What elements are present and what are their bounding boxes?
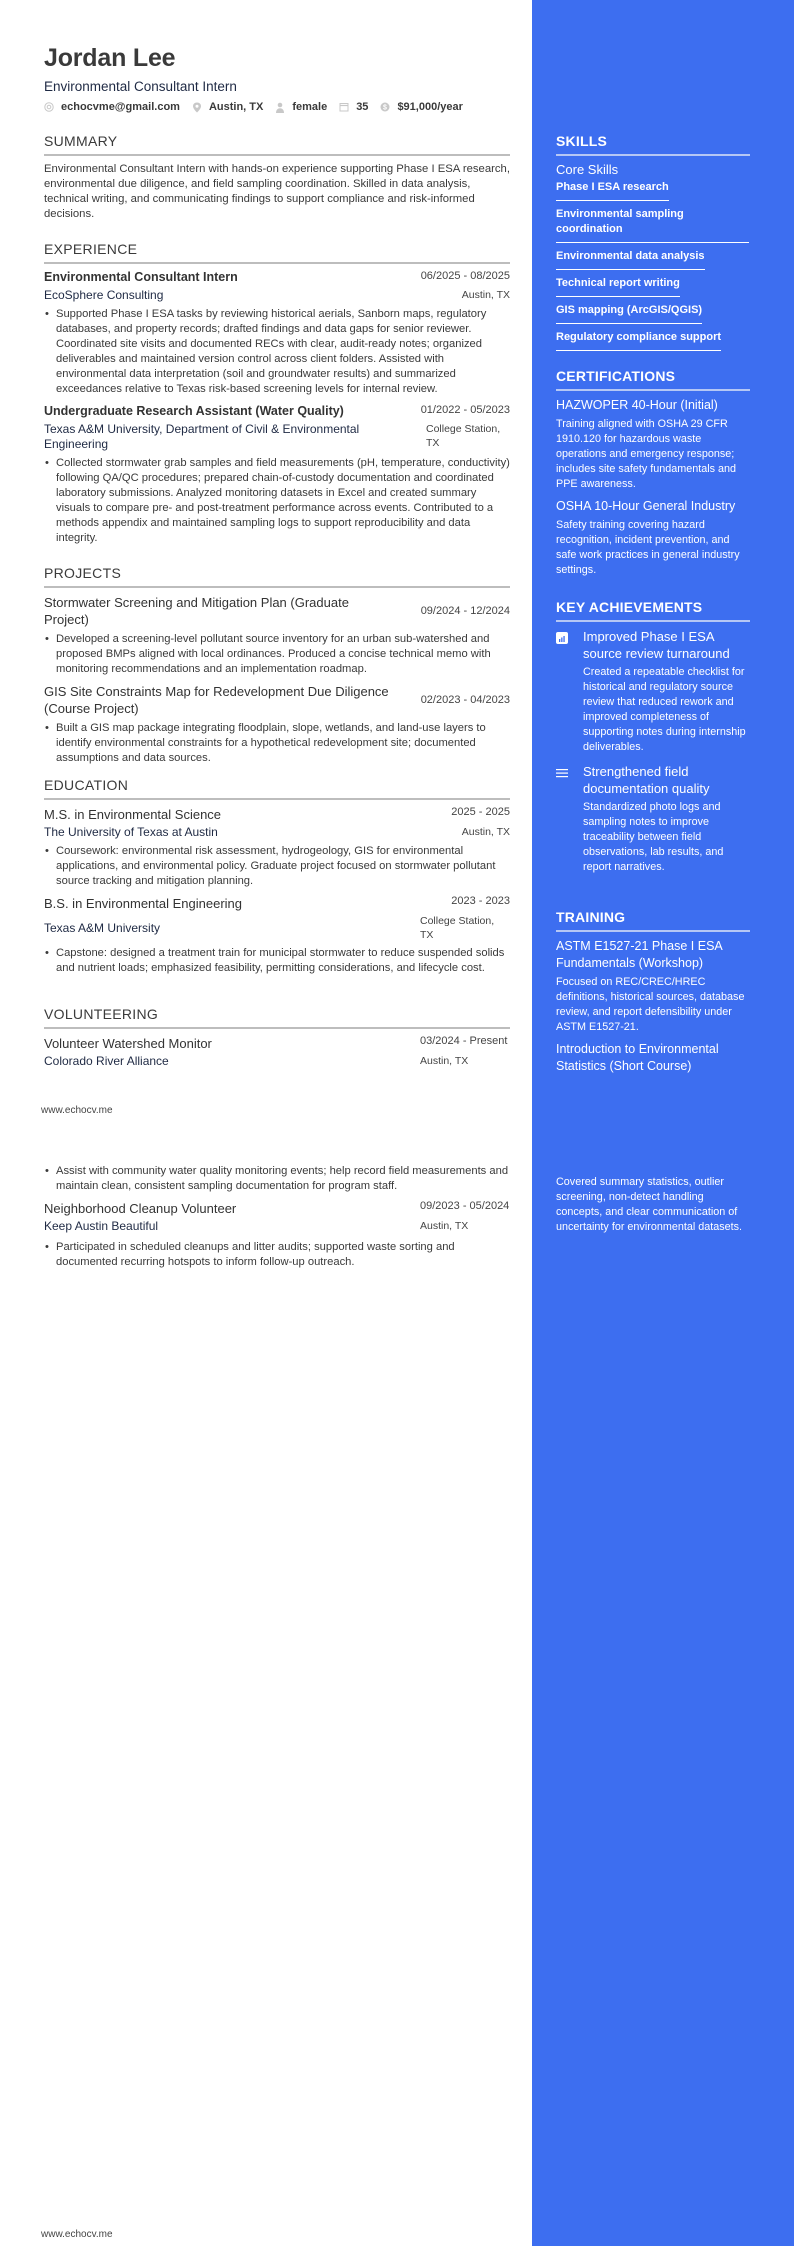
contact-salary: $ $91,000/year [380, 101, 462, 113]
bullet-item: • Collected stormwater grab samples and field measurements (pH, temperature, conductivity) following QA/QC procedures; prepared chain-of-custody documentation and coordinated laboratory submissions. Analyzed monitoring datasets in Excel and created summary visuals to compare pre- and post-treatment performance across events. Contributed to a methods appendix and maintained sampling logs to support reproducibility and data integrity. [44, 456, 510, 546]
section-title: EXPERIENCE [44, 241, 138, 257]
resume-header [44, 44, 510, 113]
volunteer-org: Colorado River Alliance [44, 1054, 169, 1068]
school-location: College Station, TX [420, 915, 495, 941]
at-icon [44, 102, 54, 112]
summary-section [44, 133, 510, 222]
training-title: ASTM E1527-21 Phase I ESA Fundamentals (Workshop) [556, 939, 723, 970]
section-divider [556, 620, 750, 622]
person-icon [275, 102, 285, 112]
project-entry [44, 683, 510, 766]
volunteering-continued [44, 1164, 510, 1270]
location-pin-icon [192, 102, 202, 112]
section-divider [44, 1027, 510, 1029]
experience-entry [44, 404, 510, 546]
candidate-name: Jordan Lee [44, 44, 176, 72]
experience-entry [44, 270, 510, 397]
volunteer-location: Austin, TX [420, 1220, 469, 1232]
footer-website[interactable]: www.echocv.me [41, 2229, 113, 2240]
section-divider [44, 586, 510, 588]
bullet-item: • Participated in scheduled cleanups and litter audits; supported waste sorting and documented recurring hotspots to inform follow-up outreach. [44, 1240, 510, 1270]
degree: M.S. in Environmental Science [44, 807, 222, 822]
job-bullets [44, 307, 510, 397]
employer: Texas A&M University, Department of Civil & Environmental Engineering [44, 422, 360, 451]
education-section [44, 777, 510, 976]
volunteer-dates: 03/2024 - Present [420, 1035, 508, 1047]
summary-text: Environmental Consultant Intern with hands-on experience supporting Phase I ESA research, environmental due diligence, and field sampling coordination. Skilled in data analysis, technical writing, and communicating findings to support compliance and risk-informed decisions. [44, 163, 510, 220]
skills-subtitle: Core Skills [556, 162, 619, 177]
footer-website[interactable]: www.echocv.me [41, 1105, 113, 1116]
skill-item: Regulatory compliance support [556, 330, 721, 351]
achievement-item [556, 763, 750, 875]
section-divider [44, 154, 510, 156]
certification-title: HAZWOPER 40-Hour (Initial) [556, 398, 718, 412]
section-title: TRAINING [556, 909, 626, 925]
bullet-item: • Built a GIS map package integrating floodplain, slope, wetlands, and land-use layers to identify environmental constraints for a hypothetical redevelopment site; documented assumptions and data sources. [44, 721, 510, 766]
section-title: VOLUNTEERING [44, 1006, 159, 1022]
section-title: SUMMARY [44, 133, 118, 149]
section-divider [556, 389, 750, 391]
school-location: Austin, TX [461, 826, 510, 838]
volunteer-title: Volunteer Watershed Monitor [44, 1036, 212, 1051]
bar-chart-icon [556, 628, 583, 755]
section-title: CERTIFICATIONS [556, 368, 676, 384]
bullet-item: • Developed a screening-level pollutant source inventory for an urban sub-watershed and proposed BMPs aligned with local ordinances. Produced a concise technical memo with monitoring recommendations and an implementation roadmap. [44, 632, 510, 677]
certification-title: OSHA 10-Hour General Industry [556, 499, 736, 513]
volunteer-title: Neighborhood Cleanup Volunteer [44, 1201, 237, 1216]
project-bullets [44, 721, 510, 766]
achievement-desc: Created a repeatable checklist for historical and regulatory source review that reduced rework and improved completeness of supporting notes during internship deliverables. [583, 666, 746, 753]
project-entry [44, 594, 510, 677]
training-title: Introduction to Environmental Statistics (Short Course) [556, 1042, 719, 1073]
project-title: Stormwater Screening and Mitigation Plan (Graduate Project) [44, 595, 349, 627]
achievements-section [556, 599, 750, 883]
job-location: Austin, TX [461, 289, 510, 301]
skill-item: Environmental sampling coordination [556, 207, 749, 243]
job-dates: 01/2022 - 05/2023 [420, 404, 510, 416]
bullet-item: • Assist with community water quality monitoring events; help record field measurements and maintain clean, consistent sampling documentation for program staff. [44, 1164, 510, 1194]
calendar-icon [339, 102, 349, 112]
bullet-item: • Capstone: designed a treatment train for municipal stormwater to reduce suspended solids and nutrient loads; emphasized feasibility, permitting considerations, and lifecycle cost. [44, 946, 510, 976]
education-entry [44, 895, 510, 976]
education-dates: 2023 - 2023 [451, 895, 510, 907]
contact-bar [44, 101, 510, 113]
skill-item: GIS mapping (ArcGIS/QGIS) [556, 303, 702, 324]
skill-item: Environmental data analysis [556, 249, 705, 270]
volunteer-bullets [44, 1164, 510, 1194]
training-section [556, 909, 750, 1075]
achievement-desc: Standardized photo logs and sampling notes to improve traceability between field observations, lab results, and report narratives. [583, 801, 724, 873]
volunteering-section [44, 1006, 510, 1069]
certification-item [556, 397, 750, 492]
job-title: Environmental Consultant Intern [44, 270, 238, 284]
achievement-title: Improved Phase I ESA source review turnaround [583, 629, 730, 661]
section-divider [556, 154, 750, 156]
job-bullets [44, 456, 510, 546]
training-item [556, 938, 750, 1035]
section-title: KEY ACHIEVEMENTS [556, 599, 703, 615]
volunteer-dates: 09/2023 - 05/2024 [420, 1200, 510, 1212]
skill-item: Phase I ESA research [556, 180, 669, 201]
volunteer-org: Keep Austin Beautiful [44, 1219, 159, 1233]
education-entry [44, 806, 510, 889]
skills-section [556, 133, 750, 357]
project-title: GIS Site Constraints Map for Redevelopment Due Diligence (Course Project) [44, 684, 389, 716]
list-lines-icon [556, 763, 583, 875]
achievement-item [556, 628, 750, 755]
projects-section [44, 565, 510, 766]
achievement-title: Strengthened field documentation quality [583, 764, 710, 796]
section-divider [44, 798, 510, 800]
job-location: College Station, TX [426, 423, 501, 449]
training-item [556, 1041, 750, 1075]
employer: EcoSphere Consulting [44, 288, 164, 302]
volunteer-entry [44, 1200, 510, 1270]
volunteer-location: Austin, TX [420, 1055, 469, 1067]
volunteer-entry [44, 1035, 510, 1069]
contact-gender: female [275, 101, 327, 113]
job-dates: 06/2025 - 08/2025 [420, 270, 510, 282]
bullet-item: • Coursework: environmental risk assessment, hydrogeology, GIS for environmental applications, and environmental policy. Graduate project focused on stormwater pollutant source tracking and mitigation planning. [44, 844, 510, 889]
volunteer-bullets [44, 1240, 510, 1270]
experience-section [44, 241, 510, 546]
certifications-section [556, 368, 750, 578]
project-dates: 09/2024 - 12/2024 [420, 605, 510, 617]
degree: B.S. in Environmental Engineering [44, 896, 243, 911]
candidate-role: Environmental Consultant Intern [44, 79, 237, 94]
school: Texas A&M University [44, 920, 161, 935]
bullet-item: • Supported Phase I ESA tasks by reviewing historical aerials, Sanborn maps, regulatory databases, and property records; drafted findings and data gaps for senior reviewer. Coordinated site visits and documented RECs with clear, audit-ready notes; organized deliverables and maintained version control across client folders. Assisted with environmental data interpretation (soil and groundwater results) and summarized exceedances relative to Texas risk-based screening levels for internal review. [44, 307, 510, 397]
training-continued [556, 1172, 750, 1235]
dollar-circle-icon [380, 102, 390, 112]
skill-item: Technical report writing [556, 276, 680, 297]
section-title: EDUCATION [44, 777, 129, 793]
section-divider [556, 930, 750, 932]
certification-item [556, 498, 750, 578]
education-bullets [44, 946, 510, 976]
education-bullets [44, 844, 510, 889]
training-desc: Focused on REC/CREC/HREC definitions, historical sources, database review, and report defensibility under ASTM E1527-21. [556, 976, 745, 1033]
project-bullets [44, 632, 510, 677]
school: The University of Texas at Austin [44, 825, 218, 839]
svg-text:$: $ [383, 104, 388, 112]
education-dates: 2025 - 2025 [451, 806, 510, 818]
section-title: PROJECTS [44, 565, 122, 581]
section-title: SKILLS [556, 133, 607, 149]
section-divider [44, 262, 510, 264]
certification-desc: Training aligned with OSHA 29 CFR 1910.120 for hazardous waste operations and emergency response; includes site safety fundamentals and PPE awareness. [556, 418, 737, 490]
contact-age: 35 [339, 101, 368, 113]
contact-location: Austin, TX [192, 101, 263, 113]
training-desc: Covered summary statistics, outlier screening, non-detect handling concepts, and clear communication of uncertainty for environmental datasets. [556, 1176, 743, 1233]
contact-email[interactable]: echocvme@gmail.com [44, 101, 180, 113]
project-dates: 02/2023 - 04/2023 [420, 694, 510, 706]
job-title: Undergraduate Research Assistant (Water Quality) [44, 404, 344, 418]
certification-desc: Safety training covering hazard recognition, incident prevention, and safe work practices in general industry settings. [556, 519, 740, 576]
